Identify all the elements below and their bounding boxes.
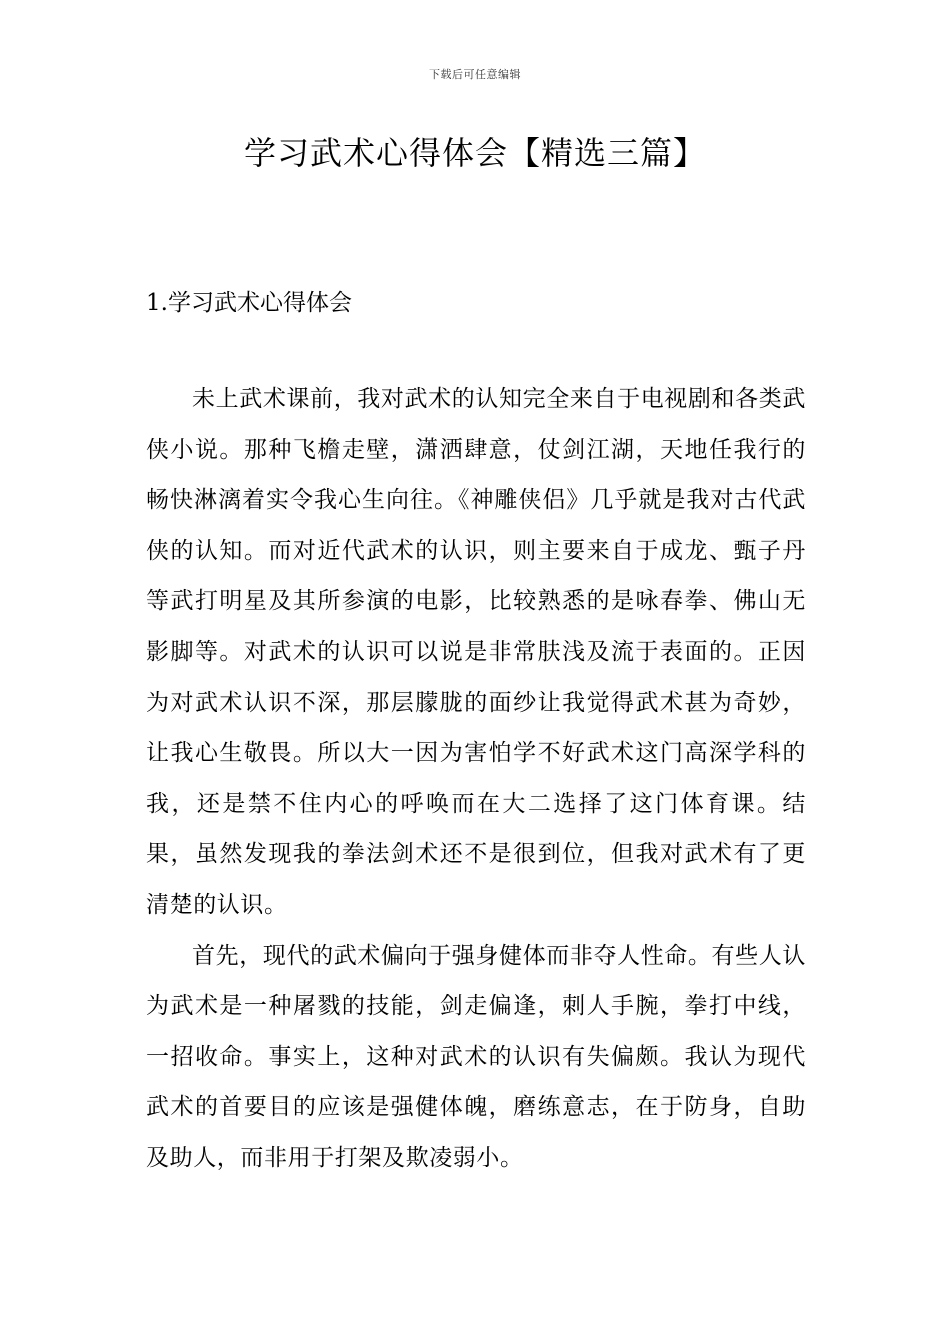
header-note: 下载后可任意编辑 xyxy=(429,68,521,81)
document-title: 学习武术心得体会【精选三篇】 xyxy=(243,134,706,172)
body-text xyxy=(146,374,806,1184)
section-heading: 1.学习武术心得体会 xyxy=(146,290,352,316)
paragraph: 未上武术课前，我对武术的认知完全来自于电视剧和各类武侠小说。那种飞檐走壁，潇洒肆意，仗剑江湖，天地任我行的畅快淋漓着实令我心生向往。《神雕侠侣》几乎就是我对古代武侠的认知。而对近代武术的认识，则主要来自于成龙、甄子丹等武打明星及其所参演的电影，比较熟悉的是咏春拳、佛山无影脚等。对武术的认识可以说是非常肤浅及流于表面的。正因为对武术认识不深，那层朦胧的面纱让我觉得武术甚为奇妙，让我心生敬畏。所以大一因为害怕学不好武术这门高深学科的我，还是禁不住内心的呼唤而在大二选择了这门体育课。结果，虽然发现我的拳法剑术还不是很到位，但我对武术有了更清楚的认识。 xyxy=(146,386,806,918)
paragraph: 首先，现代的武术偏向于强身健体而非夺人性命。有些人认为武术是一种屠戮的技能，剑走偏逢，刺人手腕，拳打中线，一招收命。事实上，这种对武术的认识有失偏颇。我认为现代武术的首要目的应该是强健体魄，磨练意志，在于防身，自助及助人，而非用于打架及欺凌弱小。 xyxy=(146,942,806,1171)
